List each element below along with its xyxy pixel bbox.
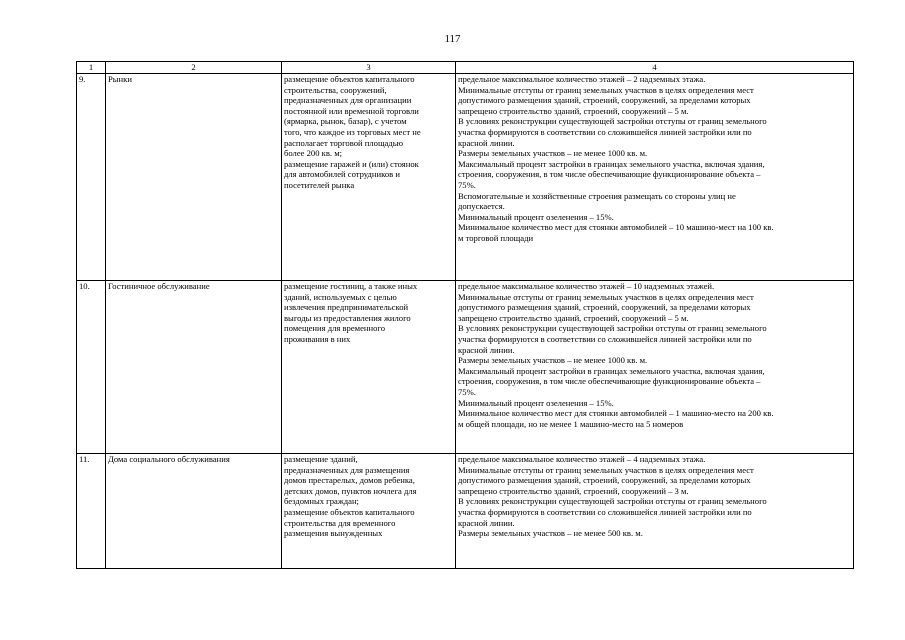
description-line: располагает торговой площадью: [284, 137, 404, 148]
parameter-line: Размеры земельных участков – не менее 1000 кв. м.: [458, 355, 648, 366]
description-line: бездомных граждан;: [284, 496, 359, 507]
table-row: [77, 74, 854, 281]
description-line: более 200 кв. м;: [284, 148, 343, 159]
row-number: 11.: [77, 454, 106, 569]
row-use-name: Гостиничное обслуживание: [106, 281, 282, 454]
description-line: размещение гаражей и (или) стоянок: [284, 158, 419, 169]
parameter-line: Минимальный процент озеленения – 15%.: [458, 397, 614, 408]
parameter-line: В условиях реконструкции существующей застройки отступы от границ земельного: [458, 323, 767, 334]
description-line: того, что каждое из торговых мест не: [284, 126, 421, 137]
parameter-line: предельное максимальное количество этажей – 2 надземных этажа.: [458, 74, 706, 84]
parameter-line: м торговой площади: [458, 232, 534, 243]
row-use-description: [282, 74, 456, 281]
description-line: предназначенных для размещения: [284, 464, 410, 475]
parameter-line: участка формируются в соответствии со сложившейся линией застройки или по: [458, 333, 752, 344]
description-line: помещения для временного: [284, 323, 386, 334]
row-parameters: [456, 74, 854, 281]
description-line: строительства, сооружений,: [284, 84, 387, 95]
parameter-line: строения, сооружения, в том числе обеспечивающие функционирование объекта –: [458, 376, 761, 387]
description-line: детских домов, пунктов ночлега для: [284, 485, 417, 496]
description-line: выгоды из предоставления жилого: [284, 312, 411, 323]
parameter-line: Минимальный процент озеленения – 15%.: [458, 211, 614, 222]
parameter-line: участка формируются в соответствии со сложившейся линией застройки или по: [458, 506, 752, 517]
parameter-line: В условиях реконструкции существующей застройки отступы от границ земельного: [458, 116, 767, 127]
description-line: размещение объектов капитального: [284, 74, 415, 84]
zoning-table: [76, 61, 854, 569]
description-line: проживания в них: [284, 333, 351, 344]
parameter-line: Минимальное количество мест для стоянки автомобилей – 1 машино-место на 200 кв.: [458, 408, 774, 419]
parameter-line: запрещено строительство зданий, строений, сооружений – 5 м.: [458, 312, 689, 323]
row-use-description: [282, 281, 456, 454]
description-line: строительства для временного: [284, 517, 396, 528]
parameter-line: Максимальный процент застройки в границах земельного участка, включая здания,: [458, 158, 765, 169]
header-col-1: 1: [77, 62, 106, 74]
parameter-line: красной линии.: [458, 137, 515, 148]
parameter-line: строения, сооружения, в том числе обеспечивающие функционирование объекта –: [458, 169, 761, 180]
parameter-line: допускается.: [458, 201, 505, 212]
parameter-line: запрещено строительство зданий, строений, сооружений – 3 м.: [458, 485, 689, 496]
description-line: размещения вынужденных: [284, 528, 383, 539]
header-col-3: 3: [282, 62, 456, 74]
description-line: (ярмарка, рынок, базар), с учетом: [284, 116, 407, 127]
parameter-line: м общей площади, но не менее 1 машино-место на 5 номеров: [458, 418, 684, 429]
description-line: размещение зданий,: [284, 454, 358, 464]
description-line: для автомобилей сотрудников и: [284, 169, 400, 180]
parameter-line: 75%.: [458, 386, 476, 397]
description-line: зданий, используемых с целью: [284, 291, 397, 302]
description-line: размещение гостиниц, а также иных: [284, 281, 418, 291]
parameter-line: Размеры земельных участков – не менее 500 кв. м.: [458, 528, 643, 539]
parameter-line: красной линии.: [458, 344, 515, 355]
description-line: посетителей рынка: [284, 179, 355, 190]
parameter-line: допустимого размещения зданий, строений, сооружений, за пределами которых: [458, 302, 751, 313]
parameter-line: В условиях реконструкции существующей застройки отступы от границ земельного: [458, 496, 767, 507]
parameter-line: допустимого размещения зданий, строений, сооружений, за пределами которых: [458, 95, 751, 106]
description-line: домов престарелых, домов ребенка,: [284, 475, 415, 486]
parameter-line: Вспомогательные и хозяйственные строения размещать со стороны улиц не: [458, 190, 736, 201]
description-line: постоянной или временной торговли: [284, 105, 419, 116]
row-parameters: [456, 281, 854, 454]
parameter-line: Максимальный процент застройки в границах земельного участка, включая здания,: [458, 365, 765, 376]
header-col-4: 4: [456, 62, 854, 74]
parameter-line: 75%.: [458, 179, 476, 190]
parameter-line: Размеры земельных участков – не менее 1000 кв. м.: [458, 148, 648, 159]
table-row: [77, 281, 854, 454]
row-number: 9.: [77, 74, 106, 281]
parameter-line: предельное максимальное количество этажей – 10 надземных этажей.: [458, 281, 715, 291]
parameter-line: предельное максимальное количество этажей – 4 надземных этажа.: [458, 454, 706, 464]
table-header-row: [77, 62, 854, 74]
description-line: размещение объектов капитального: [284, 506, 415, 517]
description-line: предназначенных для организации: [284, 95, 412, 106]
parameter-line: участка формируются в соответствии со сложившейся линией застройки или по: [458, 126, 752, 137]
parameter-line: Минимальные отступы от границ земельных участков в целях определения мест: [458, 84, 754, 95]
header-col-2: 2: [106, 62, 282, 74]
table-row: [77, 454, 854, 569]
page-number: 117: [444, 33, 461, 45]
parameter-line: Минимальные отступы от границ земельных участков в целях определения мест: [458, 464, 754, 475]
row-use-name: Рынки: [106, 74, 282, 281]
parameter-line: Минимальное количество мест для стоянки автомобилей – 10 машино-мест на 100 кв.: [458, 222, 774, 233]
parameter-line: допустимого размещения зданий, строений, сооружений, за пределами которых: [458, 475, 751, 486]
parameter-line: Минимальные отступы от границ земельных участков в целях определения мест: [458, 291, 754, 302]
description-line: извлечения предпринимательской: [284, 302, 409, 313]
row-use-name: Дома социального обслуживания: [106, 454, 282, 569]
parameter-line: красной линии.: [458, 517, 515, 528]
row-parameters: [456, 454, 854, 569]
row-use-description: [282, 454, 456, 569]
parameter-line: запрещено строительство зданий, строений, сооружений – 5 м.: [458, 105, 689, 116]
row-number: 10.: [77, 281, 106, 454]
